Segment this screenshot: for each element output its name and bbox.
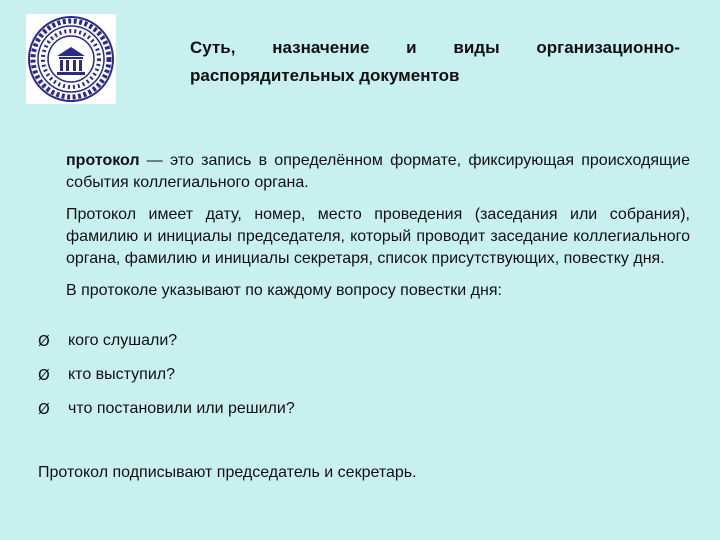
emblem-graphic	[26, 14, 116, 104]
title-word: и	[406, 38, 417, 57]
slide-title	[190, 34, 680, 90]
protocol-details-paragraph: Протокол имеет дату, номер, место проведения (заседания или собрания), фамилию и инициалы председателя, который проводит заседание коллегиального органа, фамилию и инициалы секретаря, список присутствующих, повестку дня.	[66, 206, 690, 267]
slide-body	[66, 150, 690, 312]
title-line-1	[190, 34, 680, 62]
arrow-bullet-icon: Ø	[38, 366, 50, 384]
title-line-2: распорядительных документов	[190, 66, 460, 85]
agenda-bullet-list	[38, 330, 678, 432]
signature-note: Протокол подписывают председатель и секретарь.	[38, 464, 417, 481]
list-item	[38, 364, 678, 386]
arrow-bullet-icon: Ø	[38, 332, 50, 350]
agenda-intro-paragraph: В протоколе указывают по каждому вопросу повестки дня:	[66, 282, 502, 299]
list-item-text: кого слушали?	[68, 332, 178, 349]
title-word: назначение	[272, 38, 370, 57]
university-emblem-icon	[26, 14, 116, 104]
list-item-text: что постановили или решили?	[68, 400, 295, 417]
list-item-text: кто выступил?	[68, 366, 176, 383]
definition-text: — это запись в определённом формате, фиксирующая происходящие события коллегиального органа.	[66, 152, 690, 191]
definition-paragraph	[66, 150, 690, 194]
title-word: организационно-	[536, 38, 680, 57]
list-item	[38, 398, 678, 420]
definition-term: протокол	[66, 152, 140, 169]
title-word: Суть,	[190, 38, 236, 57]
list-item	[38, 330, 678, 352]
title-word: виды	[453, 38, 500, 57]
arrow-bullet-icon: Ø	[38, 400, 50, 418]
